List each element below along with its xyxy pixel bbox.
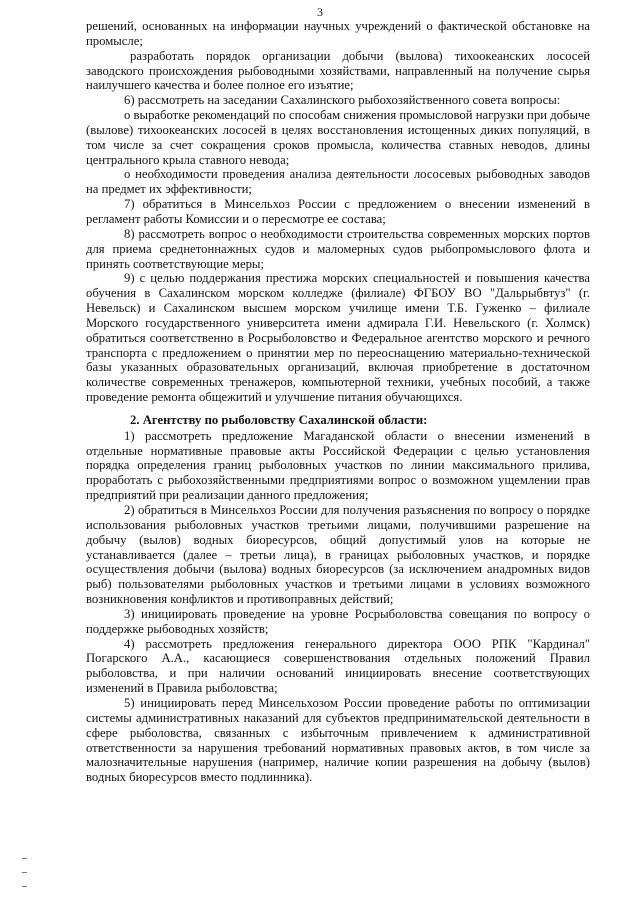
- scan-mark: [22, 872, 27, 873]
- scan-mark: [22, 886, 27, 887]
- paragraph: 6) рассмотреть на заседании Сахалинского рыбохозяйственного совета вопросы:: [124, 93, 561, 108]
- paragraph: 9) с целью поддержания престижа морских специальностей и повышения качества обучения в Сахалинском морском колледже (филиале) ФГБОУ ВО "Дальрыбвтуз" (г. Невельск) и Сахалинском высшем морском училище имени Т.Б. Гуженко – филиале Морского государственного университета имени адмирала Г.И. Невельского (г. Холмск) обратиться соответственно в Росрыболовство и Федеральное агентство морского и речного транспорта с предложением о принятии мер по переоснащению материально-технической базы указанных образовательных организаций, включая приобретение в достаточном количестве современных тренажеров, компьютерной техники, учебных пособий, а также проведение ремонта общежитий и улучшение питания обучающихся.: [86, 271, 590, 405]
- paragraph: о необходимости проведения анализа деятельности лососевых рыбоводных заводов на предмет их эффективности;: [86, 167, 590, 197]
- paragraph: 5) инициировать перед Минсельхозом России проведение работы по оптимизации системы административных наказаний для субъектов предпринимательской деятельности в сфере рыболовства, связанных с избыточным привлечением к административной ответственности за нарушения требований нормативных правовых актов, в том числе за малозначительные нарушения (например, наличие копии разрешения на добычу (вылов) водных биоресурсов вместо подлинника).: [86, 695, 590, 785]
- paragraph: разработать порядок организации добычи (вылова) тихоокеанских лососей заводского происхождения рыбоводными хозяйствами, направленный на получение сырья наилучшего качества и более полное его изъятие;: [86, 48, 590, 93]
- document-body: [86, 19, 590, 785]
- paragraph: о выработке рекомендаций по способам снижения промысловой нагрузки при добыче (вылове) тихоокеанских лососей в целях восстановления истощенных диких популяций, в том числе за счет сокращения сроков промысла, количества ставных неводов, длины центрального крыла ставного невода;: [86, 108, 590, 167]
- page-number: 3: [317, 5, 323, 19]
- paragraph: 1) рассмотреть предложение Магаданской области о внесении изменений в отдельные нормативные правовые акты Российской Федерации с целью установления порядка определения границ рыболовных участков по линии максимального прилива, проработать с рыбохозяйственными предприятиями вопрос о возможном ущемлении прав предприятий при реализации данного предложения;: [86, 428, 590, 503]
- paragraph: 7) обратиться в Минсельхоз России с предложением о внесении изменений в регламент работы Комиссии и о пересмотре ее состава;: [86, 197, 590, 226]
- paragraph: 8) рассмотреть вопрос о необходимости строительства современных морских портов для приема среднетоннажных судов и маломерных судов рыбопромыслового флота и принять соответствующие меры;: [86, 226, 590, 271]
- paragraph: 3) инициировать проведение на уровне Росрыболовства совещания по вопросу о поддержке рыбоводных хозяйств;: [86, 606, 590, 636]
- section-title: 2. Агентству по рыболовству Сахалинской области:: [130, 412, 428, 427]
- paragraph: 4) рассмотреть предложения генерального директора ООО РПК "Кардинал" Погарского А.А., касающиеся совершенствования отдельных положений Правил рыболовства, и при наличии оснований инициировать внесение соответствующих изменений в Правила рыболовства;: [86, 636, 590, 696]
- scan-mark: [22, 858, 27, 859]
- paragraph: решений, основанных на информации научных учреждений о фактической обстановке на промысле;: [86, 19, 590, 48]
- paragraph: 2) обратиться в Минсельхоз России для получения разъяснения по вопросу о порядке использования рыболовных участков третьими лицами, получившими разрешение на добычу (вылов) водных биоресурсов, общий допустимый улов на которые не устанавливается (далее – третьи лица), в границах рыболовных участков, и порядке осуществления добычи (вылова) водных биоресурсов (за исключением анадромных видов рыб) пользователями рыболовных участков и третьими лицами в условиях возможного возникновения конфликтов и противоправных действий;: [86, 503, 590, 607]
